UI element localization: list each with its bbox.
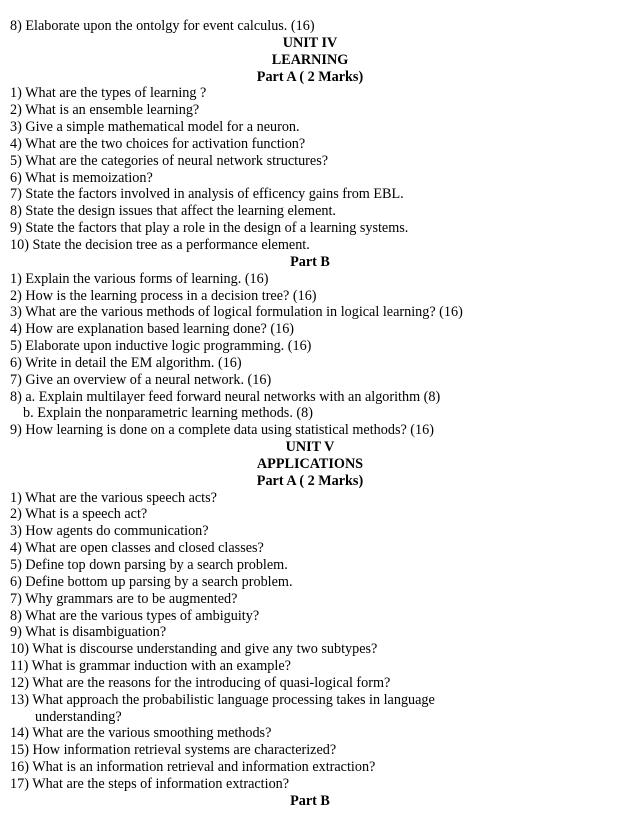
section-heading: UNIT V — [285, 439, 335, 456]
question-line: 8) What are the various types of ambiguity? — [10, 607, 260, 624]
question-line: 11) What is grammar induction with an example? — [10, 658, 291, 675]
section-heading: Part A ( 2 Marks) — [256, 68, 364, 85]
section-heading: Part B — [290, 253, 330, 270]
question-line: 2) How is the learning process in a decision tree? (16) — [10, 287, 317, 304]
question-line: 1) What are the various speech acts? — [10, 489, 217, 506]
question-line: 3) Give a simple mathematical model for a neuron. — [10, 119, 300, 136]
question-line: 5) Define top down parsing by a search problem. — [10, 557, 288, 573]
question-line: 13) What approach the probabilistic language processing takes in language — [10, 691, 435, 708]
question-line: 8) Elaborate upon the ontolgy for event calculus. (16) — [10, 18, 315, 34]
section-heading: Part B — [290, 792, 330, 809]
question-line: 3) What are the various methods of logical formulation in logical learning? (16) — [10, 304, 463, 321]
question-line: 4) What are open classes and closed classes? — [10, 540, 264, 557]
question-line: 6) What is memoization? — [10, 169, 153, 186]
section-heading: Part A ( 2 Marks) — [256, 472, 364, 489]
question-line: 9) State the factors that play a role in the design of a learning systems. — [10, 220, 409, 237]
question-line: 12) What are the reasons for the introducing of quasi-logical form? — [10, 674, 391, 691]
question-line: 17) What are the steps of information extraction? — [10, 775, 290, 792]
question-line: 8) State the design issues that affect the learning element. — [10, 203, 336, 220]
question-line: b. Explain the nonparametric learning methods. (8) — [23, 405, 313, 422]
question-line: 4) How are explanation based learning done? (16) — [10, 321, 295, 338]
question-line: 1) Explain the various forms of learning. (16) — [10, 270, 269, 287]
question-line: 7) Give an overview of a neural network. (16) — [10, 371, 272, 388]
question-line: 14) What are the various smoothing methods? — [10, 725, 272, 742]
question-line: 2) What is a speech act? — [10, 506, 148, 523]
question-line: 15) How information retrieval systems are characterized? — [10, 742, 337, 759]
question-line: 4) What are the two choices for activation function? — [10, 135, 306, 152]
question-line: 9) What is disambiguation? — [10, 624, 167, 641]
question-line: 3) How agents do communication? — [10, 523, 209, 540]
question-line: 7) State the factors involved in analysis of efficency gains from EBL. — [10, 186, 404, 203]
question-line: 2) What is an ensemble learning? — [10, 102, 200, 119]
question-line: 10) State the decision tree as a performance element. — [10, 236, 310, 253]
question-line: 6) Define bottom up parsing by a search problem. — [10, 573, 293, 590]
question-line: 7) Why grammars are to be augmented? — [10, 590, 238, 607]
question-line: 9) How learning is done on a complete data using statistical methods? (16) — [10, 422, 434, 439]
question-line: 8) a. Explain multilayer feed forward neural networks with an algorithm (8) — [10, 388, 441, 405]
question-line: 1) What are the types of learning ? — [10, 85, 207, 102]
question-line: 5) What are the categories of neural network structures? — [10, 152, 329, 169]
question-bank-page — [10, 18, 630, 810]
question-line: 6) Write in detail the EM algorithm. (16) — [10, 354, 242, 371]
question-line: 5) Elaborate upon inductive logic programming. (16) — [10, 338, 312, 355]
question-line: 10) What is discourse understanding and give any two subtypes? — [10, 641, 378, 658]
section-heading: UNIT IV — [282, 34, 338, 51]
question-line: understanding? — [35, 708, 122, 725]
section-heading: LEARNING — [271, 51, 349, 68]
section-heading: APPLICATIONS — [256, 455, 364, 472]
question-line: 16) What is an information retrieval and information extraction? — [10, 759, 376, 776]
